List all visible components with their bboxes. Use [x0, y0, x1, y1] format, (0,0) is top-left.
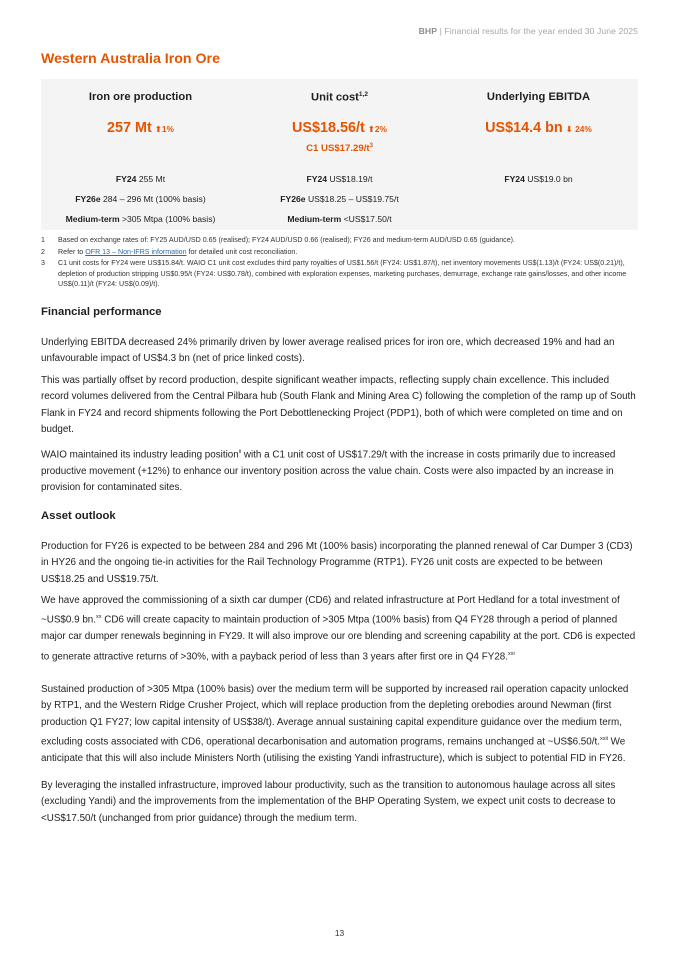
header-title: Financial results for the year ended 30 June 2025	[444, 26, 638, 36]
kpi-c1-cost: C1 $US\$17.29/t^3$	[306, 143, 373, 155]
paragraph: We have approved the commissioning of a sixth car dumper (CD6) and related infrastructure at Port Hedland for a total investment of ~US$0.9 bn.$^{xx}$ CD6 will create capacity to maintain production of >305 Mtpa (100% basis) from Q4 FY28 through a period of planned major car dumper renewals beginning in FY29. It will also improve our ore blending and screening capability at the port. CD6 is expected to generate attractive returns of >30%, with a payback period of less than 3 years after first ore in Q4 FY28.$^{xxi}$	[41, 595, 636, 662]
kpi-unit-cost	[240, 79, 439, 230]
kpi-line-medium-term: Medium-term <US$17.50/t	[287, 214, 392, 224]
kpi-heading: Unit cost$^{1,2}$	[311, 91, 368, 104]
paragraph: By leveraging the installed infrastructure, improved labour productivity, such as the transition to autonomous haulage across all sites (excluding Yandi) and the improvements from the implementation of the BHP Operating System, we expect unit costs to decrease to <US$17.50/t (unchanged from prior guidance) through the medium term.	[41, 780, 616, 824]
change-indicator: ⬆2%	[367, 124, 387, 134]
kpi-value: US$14.4 bn ⬇ 24%	[485, 120, 592, 136]
kpi-line-fy24: FY24 US$19.0 bn	[504, 174, 573, 184]
footnote-3: 3 C1 unit costs for FY24 were US$15.84/t. WAIO C1 unit cost excludes third party royalties of US$1.56/t (FY24: US$1.87/t), net inventory movements US$(1.13)/t (FY24: US$(0.21)/t), depletion of production stripping US$0.95/t (FY24: US$0.78/t), combined with exploration expenses, marketing purchases, demurrage, exchange rate gains/losses, and other income US$(0.11)/t (FY24: US$(0.09)/t).	[41, 259, 627, 289]
change-indicator: ⬆1%	[154, 124, 174, 134]
kpi-line-fy24: FY24 US$18.19/t	[306, 174, 373, 184]
kpi-production	[41, 79, 240, 230]
running-header	[419, 26, 638, 36]
paragraph: Underlying EBITDA decreased 24% primarily driven by lower average realised prices for iron ore, which decreased 19% and had an unfavourable impact of US$4.3 bn (net of price linked costs).	[41, 337, 615, 365]
section-title: Western Australia Iron Ore	[41, 51, 220, 67]
kpi-heading: Iron ore production	[88, 91, 193, 103]
kpi-panel	[41, 79, 638, 230]
ofr-13-link[interactable]: OFR 13 – Non-IFRS information	[85, 247, 187, 256]
footnotes	[41, 235, 638, 291]
kpi-line-fy26e: FY26e 284 – 296 Mt (100% basis)	[75, 194, 206, 204]
footnote-2: 2 Refer to OFR 13 – Non-IFRS information for detailed unit cost reconciliation.	[41, 247, 298, 256]
paragraph: WAIO maintained its industry leading position$^{ii}$ with a C1 unit cost of US$17.29/t with the increase in costs primarily due to increased productive movement (+12%) to enhance our inventory position across the value chain. Costs were also impacted by an increase in provision for contaminated sites.	[41, 449, 616, 494]
financial-performance-heading: Financial performance	[41, 306, 162, 318]
paragraph: This was partially offset by record production, despite significant weather impacts, reflecting supply chain excellence. This included record volumes delivered from the Central Pilbara hub (South Flank and Mining Area C) following the completion of the ramp up of South Flank in FY24 and record shipments following the Port Debottlenecking Project (PDP1), both of which were completed on time and on budget.	[41, 375, 636, 436]
paragraph: Sustained production of >305 Mtpa (100% basis) over the medium term will be supported by increased rail operation capacity unlocked by RTP1, and the Western Ridge Crusher Project, which will replace production from the depleting orebodies around Newman (first production Q1 FY27; low capital intensity of US$38/t). Average annual sustaining capital expenditure guidance over the medium term, excluding costs associated with CD6, operational decarbonisation and automation programs, remains unchanged at ~US$6.50/t.$^{xxii}$ We anticipate that this will also include Ministers North (utilising the existing Yandi infrastructure), which is subject to potential FID in FY26.	[41, 684, 629, 764]
kpi-value: 257 Mt ⬆1%	[107, 120, 174, 136]
kpi-line-fy24: FY24 255 Mt	[115, 174, 166, 184]
footnote-1: 1 Based on exchange rates of: FY25 AUD/USD 0.65 (realised); FY24 AUD/USD 0.66 (realised); FY26 and medium-term AUD/USD 0.65 (guidance).	[41, 236, 515, 244]
change-indicator: ⬇ 24%	[565, 124, 592, 134]
kpi-line-medium-term: Medium-term >305 Mtpa (100% basis)	[65, 214, 216, 224]
page-number: 13	[334, 928, 345, 938]
paragraph: Production for FY26 is expected to be between 284 and 296 Mt (100% basis) incorporating the planned renewal of Car Dumper 3 (CD3) in HY26 and the ongoing tie-in activities for the Rail Technology Programme (RTP1). FY26 unit costs are expected to be between US$18.25 and US$19.75/t.	[41, 541, 633, 585]
asset-outlook-heading: Asset outlook	[41, 510, 116, 522]
header-brand: BHP	[418, 26, 438, 36]
kpi-heading: Underlying EBITDA	[486, 91, 591, 103]
kpi-ebitda	[439, 79, 638, 230]
header-separator: |	[437, 26, 445, 36]
kpi-line-fy26e: FY26e US$18.25 – US$19.75/t	[280, 194, 399, 204]
kpi-value: US$18.56/t ⬆2%	[292, 120, 387, 136]
